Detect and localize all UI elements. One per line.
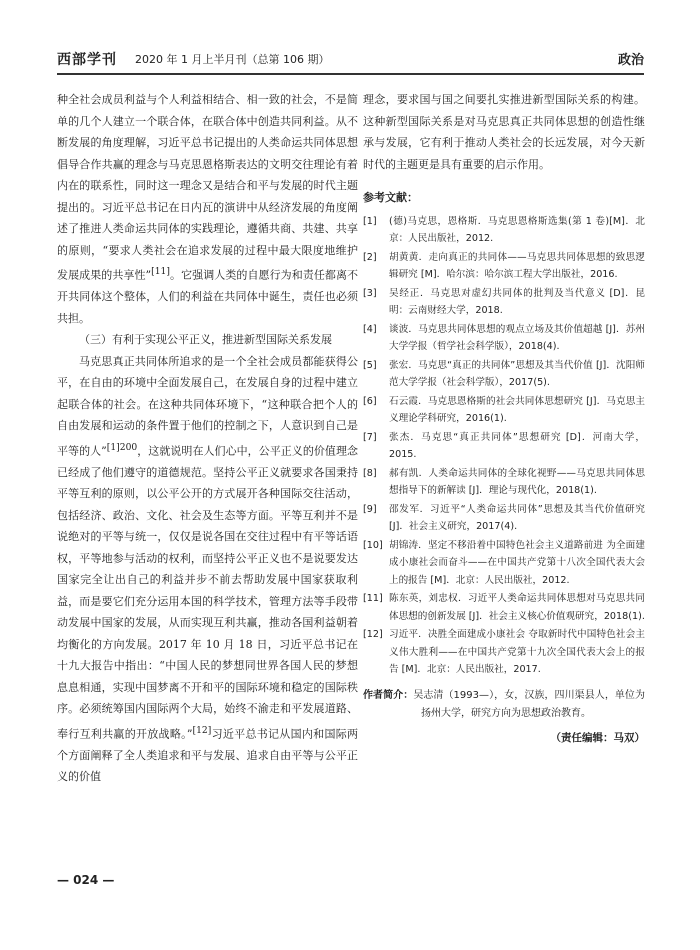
reference-number: [7] [363,431,377,443]
paragraph-text: 马克思真正共同体所追求的是一个全社会成员都能获得公平，在自由的环境中全面发展自己，在发展自身的过程中建立起联合体的社会。在这种共同体环境下，“这种联合把个人的自由发展和运动的条件置于他们的控制之下，人意识到自己是平等的人” [57,354,358,458]
citation: [1]200 [106,441,138,453]
right-column [363,89,645,749]
reference-number: [2] [363,251,377,263]
reference-text: 张杰．马克思“真正共同体”思想研究 [D]．河南大学，2015. [389,431,645,460]
section-label: 政治 [617,53,644,68]
reference-item [363,465,645,500]
reference-list [363,213,645,679]
reference-text: 郝有凯．人类命运共同体的全球化视野——马克思共同体思想指导下的新解读 [J]．理论与现代化，2018(1). [389,467,645,496]
citation: [11] [151,266,170,277]
reference-number: [9] [363,503,377,515]
left-column [57,89,358,788]
reference-item [363,626,645,679]
page-header [57,49,644,71]
author-label: 作者简介： [363,689,414,701]
reference-item [363,537,645,590]
reference-text: 习近平．决胜全面建成小康社会 夺取新时代中国特色社会主义伟大胜利——在中国共产党第十九次全国代表大会上的报告 [M]．北京：人民出版社，2017. [389,629,645,675]
reference-text: 胡锦涛．坚定不移沿着中国特色社会主义道路前进 为全面建成小康社会而奋斗——在中国共产党第十八次全国代表大会上的报告 [M]．北京：人民出版社，2012. [389,539,645,586]
reference-text: (德)马克思，恩格斯．马克思恩格斯选集(第 1 卷)[M]．北京：人民出版社，2012. [389,215,645,244]
reference-item [363,321,645,356]
responsible-editor: （责任编辑：马双） [550,731,645,744]
reference-text: 石云霞．马克思恩格斯的社会共同体思想研究 [J]．马克思主义理论学科研究，2016(1). [389,395,645,424]
author-text: 吴志清（1993—），女，汉族，四川渠县人，单位为扬州大学，研究方向为思想政治教育。 [413,689,645,719]
reference-item [363,429,645,464]
reference-number: [8] [363,467,377,479]
header-rule [57,73,644,75]
reference-text: 张宏．马克思“真正的共同体”思想及其当代价值 [J]．沈阳师范大学学报（社会科学版），2017(5). [389,359,645,388]
paragraph-2 [57,351,358,788]
citation: [12] [192,724,212,736]
reference-text: 邵发军．习近平“人类命运共同体”思想及其当代价值研究 [J]．社会主义研究，2017(4). [389,503,645,532]
paragraph-text: ，这就说明在人们心中，公平正义的价值理念已经成了他们遵守的道德规范。坚持公平正义就要求各国秉持平等互利的原则，以公平公开的方式展开各种国际交往活动，包括经济、政治、文化、社会及生态等方面。平等互利并不是说绝对的平等与统一，仅仅是说各国在交往过程中有平等话语权，平等地参与活动的权利，而坚持公平正义也不是说要发达国家完全让出自己的利益并步不前去帮助发展中国家获取利益，而是要它们充分运用本国的科学技术，管理方法等手段带动发展中国家的发展，从而实现互利共赢，推动各国利益朝着均衡化的方向发展。2017 年 10 月 18 日，习近平总书记在十九大报告中指出：“中国人民的梦想同世界各国人民的梦想息息相通，实现中国梦离不开和平的国际环境和稳定的国际秩序。必须统筹国内国际两个大局，始终不渝走和平发展道路、奉行互利共赢的开放战略。” [57,444,359,741]
reference-item [363,590,645,625]
issue-info: 2020 年 1 月上半月刊（总第 106 期） [135,53,330,66]
author-bio [363,687,645,723]
reference-text: 谈波．马克思共同体思想的观点立场及其价值超越 [J]．苏州大学学报（哲学社会科学版），2018(4). [389,323,645,352]
reference-number: [1] [363,215,377,227]
paragraph-text: 种全社会成员利益与个人利益相结合、相一致的社会，不是简单的几个人建立一个联合体，在联合体中创造共同利益。从不断发展的角度理解，习近平总书记提出的人类命运共同体思想倡导合作共赢的理念与马克思恩格斯表达的文明交往理论有着内在的联系性，同时这一理念又是结合和平与发展的时代主题提出的。习近平总书记在日内瓦的演讲中从经济发展的角度阐述了推进人类命运共同体的实践理论，遵循共商、共建、共享的原则，“要求人类社会在追求发展的过程中最大限度地维护发展成果的共享性” [57,93,358,282]
reference-number: [11] [363,593,383,604]
reference-number: [6] [363,395,377,407]
reference-text: 胡黄黄．走向真正的共同体——马克思共同体思想的致思逻辑研究 [M]．哈尔滨：哈尔滨工程大学出版社，2016. [389,251,645,280]
reference-text: 陈东英，刘忠权．习近平人类命运共同体思想对马克思共同体思想的创新发展 [J]．社会主义核心价值观研究，2018(1). [389,593,645,622]
reference-item [363,285,645,320]
reference-item [363,357,645,392]
reference-number: [10] [363,539,383,551]
reference-number: [4] [363,323,377,335]
paragraph-1 [57,89,358,329]
paragraph-text: 。它强调人类的自愿行为和责任都离不开共同体这个整体，人们的利益在共同体中诞生，责任也必须共担。 [57,268,359,325]
reference-text: 吴经正．马克思对虚幻共同体的批判及当代意义 [D]．昆明：云南财经大学，2018. [389,287,645,316]
reference-item [363,501,645,536]
journal-brand: 西部学刊 [57,52,117,68]
paragraph-text: 习近平总书记从国内和国际两个方面阐释了全人类追求和平与发展、追求自由平等与公平正义的价值 [57,727,359,784]
section-subheading: （三）有利于实现公平正义，推进新型国际关系发展 [79,333,332,347]
references-title: 参考文献： [363,191,418,204]
reference-number: [3] [363,287,377,299]
reference-number: [5] [363,359,377,371]
reference-item [363,249,645,284]
reference-item [363,213,645,248]
page-number: — 024 — [57,873,115,887]
reference-number: [12] [363,629,383,640]
paragraph-continued: 理念，要求国与国之间要扎实推进新型国际关系的构建。这种新型国际关系是对马克思真正共同体思想的创造性继承与发展，它有利于推动人类社会的长远发展，对今天新时代的主题更是具有重要的启示作用。 [363,93,645,171]
reference-item [363,393,645,428]
